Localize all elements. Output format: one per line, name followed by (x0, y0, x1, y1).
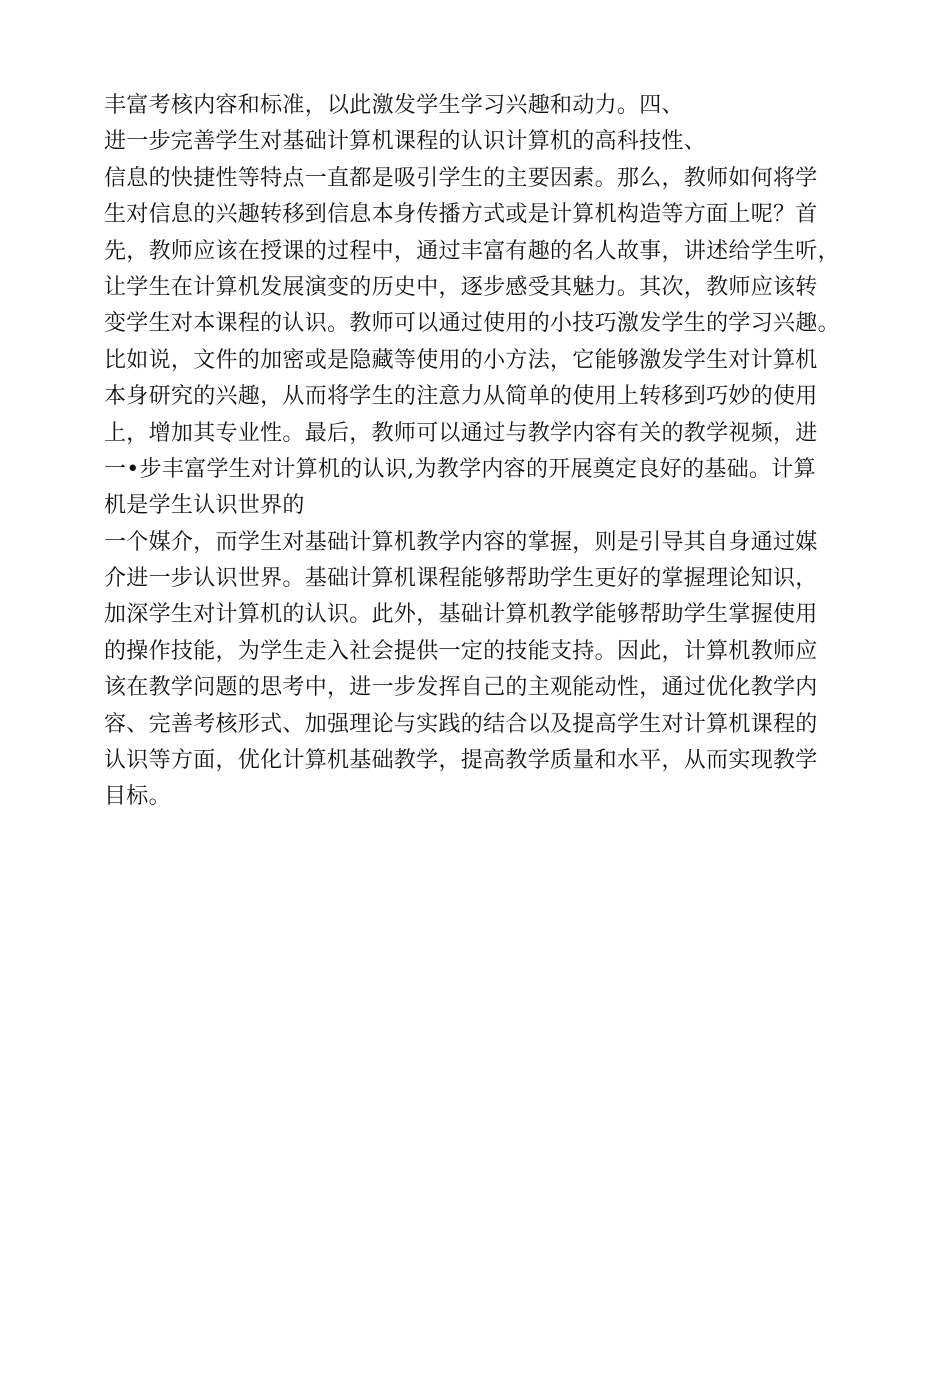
text-line: 信息的快捷性等特点一直都是吸引学生的主要因素。那么，教师如何将学 (104, 165, 818, 191)
text-line: 比如说，文件的加密或是隐藏等使用的小方法，它能够激发学生对计算机 (104, 347, 818, 373)
text-line: 介进一步认识世界。基础计算机课程能够帮助学生更好的掌握理论知识， (104, 566, 818, 592)
text-line: 丰富考核内容和标准，以此激发学生学习兴趣和动力。四、 (104, 93, 684, 118)
text-line: 该在教学问题的思考中，进一步发挥自己的主观能动性，通过优化教学内 (104, 675, 818, 701)
text-line: 生对信息的兴趣转移到信息本身传播方式或是计算机构造等方面上呢？首 (104, 202, 818, 228)
text-line: 机是学生认识世界的 (104, 493, 305, 519)
text-line: 进一步完善学生对基础计算机课程的认识计算机的高科技性、 (104, 129, 707, 155)
text-line: 认识等方面，优化计算机基础教学，提高教学质量和水平，从而实现教学 (104, 748, 818, 774)
text-line: 加深学生对计算机的认识。此外，基础计算机教学能够帮助学生掌握使用 (104, 602, 818, 628)
text-line: 的操作技能，为学生走入社会提供一定的技能支持。因此，计算机教师应 (104, 638, 818, 664)
text-line: 目标。 (104, 784, 171, 810)
text-line: 一•步丰富学生对计算机的认识,为教学内容的开展奠定良好的基础。计算 (104, 456, 816, 482)
text-line: 上，增加其专业性。最后，教师可以通过与教学内容有关的教学视频，进 (104, 420, 818, 446)
text-line: 本身研究的兴趣，从而将学生的注意力从简单的使用上转移到巧妙的使用 (104, 384, 818, 410)
text-line: 让学生在计算机发展演变的历史中，逐步感受其魅力。其次，教师应该转 (104, 274, 818, 300)
body-text (104, 88, 904, 816)
text-line: 一个媒介，而学生对基础计算机教学内容的掌握，则是引导其自身通过媒 (104, 529, 818, 555)
text-line: 容、完善考核形式、加强理论与实践的结合以及提高学生对计算机课程的 (104, 711, 818, 737)
text-line: 变学生对本课程的认识。教师可以通过使用的小技巧激发学生的学习兴趣。 (104, 311, 840, 337)
text-line: 先，教师应该在授课的过程中，通过丰富有趣的名人故事，讲述给学生听， (104, 238, 840, 264)
